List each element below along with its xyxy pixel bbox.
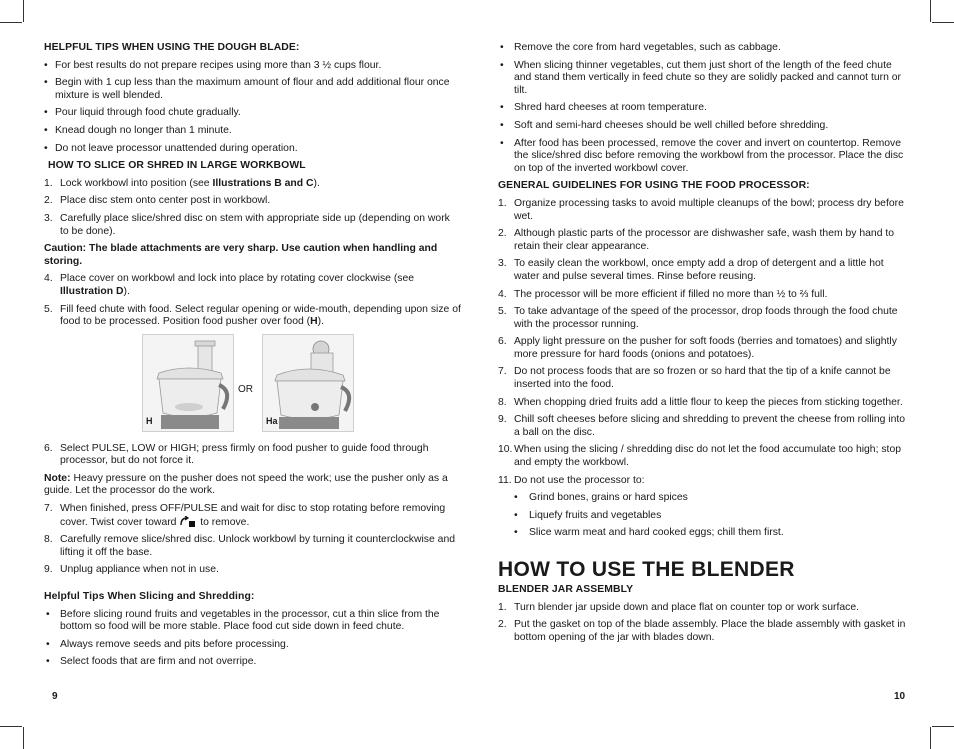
list-item: • Always remove seeds and pits before processing.: [46, 638, 289, 650]
caution-text: Caution: The blade attachments are very sharp. Use caution when handling and storing.: [44, 243, 438, 267]
page-number-left: 9: [52, 691, 58, 702]
list-item: • For best results do not prepare recipes using more than 3 ½ cups flour.: [44, 59, 382, 71]
list-item: 7. When finished, press OFF/PULSE and wait for disc to stop rotating before removing cover. Twist cover toward to remove.: [44, 503, 446, 528]
page-number-right: 10: [894, 691, 906, 702]
blender-title: HOW TO USE THE BLENDER: [498, 558, 795, 581]
list-item: 6. Apply light pressure on the pusher for soft foods (berries and tomatoes) and slightly more pressure for hard foods (onions and potatoes).: [498, 336, 897, 360]
food-processor-icon: [143, 335, 233, 431]
list-item: 8. When chopping dried fruits add a little flour to keep the pieces from sticking together.: [498, 396, 903, 408]
list-item: • Grind bones, grains or hard spices: [514, 492, 688, 504]
illustrations: [44, 334, 461, 438]
list-item: • Knead dough no longer than 1 minute.: [44, 124, 232, 136]
list-item: 3. Carefully place slice/shred disc on stem with appropriate side up (depending on work to be done).: [44, 212, 450, 237]
list-item: • When slicing thinner vegetables, cut them just short of the length of the feed chute and stand them vertically in feed chute so they are solidly packed and cannot turn or tilt.: [500, 59, 901, 96]
list-item: 2. Although plastic parts of the processor are dishwasher safe, wash them by hand to retain their clear appearance.: [498, 228, 895, 252]
list-item: 4. The processor will be more efficient if filled no more than ½ to ⅔ full.: [498, 288, 828, 300]
illustration-ha: Ha: [262, 334, 354, 432]
list-item: • Select foods that are firm and not overripe.: [46, 656, 257, 668]
list-item: 5. Fill feed chute with food. Select regular opening or wide-mouth, depending upon size of food to be processed. Position food pusher over food (H).: [44, 303, 461, 328]
list-item: • Remove the core from hard vegetables, such as cabbage.: [500, 42, 781, 53]
dough-tips-heading: HELPFUL TIPS WHEN USING THE DOUGH BLADE:: [44, 42, 300, 53]
list-item: 3. To easily clean the workbowl, once empty add a drop of detergent and a little hot water and pulse several times. Rinse before reusing.: [498, 258, 884, 282]
lock-open-icon: [179, 516, 197, 528]
list-item: 1. Lock workbowl into position (see Illustrations B and C).: [44, 177, 320, 189]
slicing-tips-heading: Helpful Tips When Slicing and Shredding:: [44, 591, 255, 603]
list-item: 1. Organize processing tasks to avoid multiple cleanups of the bowl; process dry before wet.: [498, 197, 904, 222]
list-item: • Slice warm meat and hard cooked eggs; chill them first.: [514, 527, 784, 539]
list-item: • Soft and semi-hard cheeses should be well chilled before shredding.: [500, 119, 829, 131]
list-item: 11. Do not use the processor to:: [498, 474, 645, 486]
list-item: 7. Do not process foods that are so frozen or so hard that the tip of a knife cannot be inserted into the food.: [498, 366, 891, 391]
slice-shred-heading: HOW TO SLICE OR SHRED IN LARGE WORKBOWL: [48, 160, 306, 172]
list-item: 9. Unplug appliance when not in use.: [44, 564, 219, 576]
list-item: • Shred hard cheeses at room temperature.: [500, 102, 707, 114]
list-item: 8. Carefully remove slice/shred disc. Unlock workbowl by turning it counterclockwise and lifting it off the base.: [44, 534, 456, 558]
or-label: OR: [238, 383, 253, 395]
illustration-h: H: [142, 334, 234, 432]
list-item: 9. Chill soft cheeses before slicing and shredding to prevent the cheese from rolling into a ball on the disc.: [498, 414, 906, 438]
list-item: 10. When using the slicing / shredding disc do not let the food accumulate too high; stop and empty the workbowl.: [498, 444, 902, 469]
list-item: • Pour liquid through food chute gradually.: [44, 107, 241, 119]
page-right: [477, 0, 954, 749]
guidelines-heading: GENERAL GUIDELINES FOR USING THE FOOD PROCESSOR:: [498, 180, 810, 192]
note-text: Note: Heavy pressure on the pusher does not speed the work; use the pusher only as a guide. Let the processor do the work.: [44, 472, 448, 497]
list-item: • Begin with 1 cup less than the maximum amount of flour and add additional flour once mixture is well blended.: [44, 77, 450, 101]
list-item: 5. To take advantage of the speed of the processor, drop foods through the food chute with the processor running.: [498, 306, 898, 330]
list-item: 4. Place cover on workbowl and lock into place by rotating cover clockwise (see Illustration D).: [44, 273, 415, 297]
list-item: • Before slicing round fruits and vegetables in the processor, cut a thin slice from the bottom so food will be more stable. Place food cut side down in feed chute.: [46, 608, 440, 633]
list-item: • After food has been processed, remove the cover and invert on countertop. Remove the slice/shred disc before removing the workbowl from the processor. Place the disc on top of the inverted workbowl cover.: [500, 137, 904, 174]
list-item: 2. Put the gasket on top of the blade assembly. Place the blade assembly with gasket in bottom opening of the jar with blades down.: [498, 619, 906, 643]
list-item: • Liquefy fruits and vegetables: [514, 509, 662, 521]
list-item: 6. Select PULSE, LOW or HIGH; press firmly on food pusher to guide food through processor, but do not force it.: [44, 442, 429, 467]
list-item: • Do not leave processor unattended during operation.: [44, 142, 298, 154]
list-item: 2. Place disc stem onto center post in workbowl.: [44, 195, 271, 207]
blender-subheading: BLENDER JAR ASSEMBLY: [498, 584, 634, 595]
list-item: 1. Turn blender jar upside down and place flat on counter top or work surface.: [498, 601, 860, 613]
